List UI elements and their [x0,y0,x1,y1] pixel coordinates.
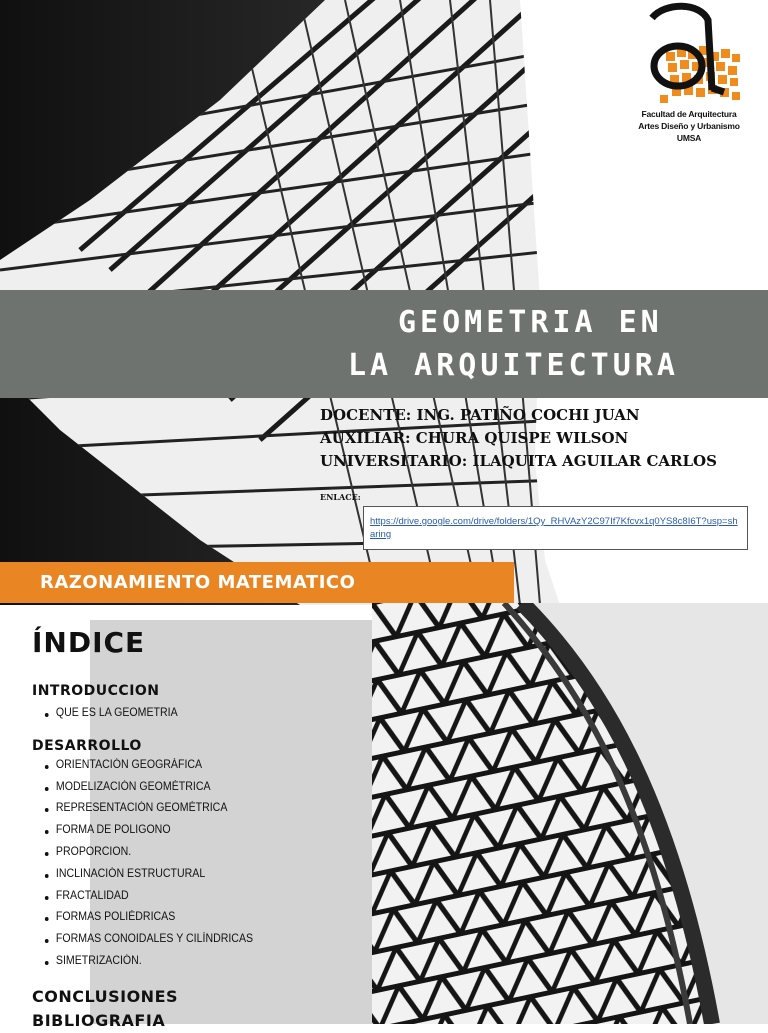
toc-section-introduccion: INTRODUCCION [32,683,160,699]
toc-item: FRACTALIDAD [32,886,345,908]
faculty-logo [630,0,748,150]
document-title-line-1: GEOMETRIA EN [398,305,663,340]
credit-universitario: UNIVERSITARIO: ILAQUITA AGUILAR CARLOS [320,452,717,470]
table-of-contents [32,626,372,1033]
toc-item: ORIENTACIÓN GEOGRÁFICA [32,755,345,777]
toc-list-introduccion [32,703,372,725]
enlace-label: ENLACE: [320,492,361,502]
toc-section-bibliografia: BIBLIOGRAFIA [32,1010,166,1030]
toc-item: QUE ES LA GEOMETRIA [32,703,345,725]
logo-text-line-2: Artes Diseño y Urbanismo [638,121,740,131]
credit-docente: DOCENTE: ING. PATIÑO COCHI JUAN [320,406,640,424]
course-band [0,562,514,603]
toc-list-desarrollo [32,755,372,973]
lattice-structure-photo [372,603,768,1024]
drive-link[interactable]: https://drive.google.com/drive/folders/1Qy_RHVAzY2C97If7Kfcvx1q0YS8c8I6T?usp=sharing [363,506,748,550]
faculty-logo-mark-icon [630,0,748,105]
logo-text-line-1: Facultad de Arquitectura [641,109,737,119]
toc-item: PROPORCION. [32,842,345,864]
logo-text-line-3: UMSA [676,133,702,143]
toc-item: SIMETRIZACIÓN. [32,951,345,973]
course-name: RAZONAMIENTO MATEMATICO [40,572,356,593]
title-band [0,290,768,398]
document-title-line-2: LA ARQUITECTURA [348,348,679,383]
toc-section-desarrollo: DESARROLLO [32,737,142,754]
credit-auxiliar: AUXILIAR: CHURA QUISPE WILSON [320,429,629,447]
toc-item: FORMAS POLIÉDRICAS [32,907,345,929]
credits-block [320,404,760,473]
toc-item: INCLINACIÓN ESTRUCTURAL [32,864,345,886]
toc-item: MODELIZACIÓN GEOMÉTRICA [32,777,345,799]
toc-title: ÍNDICE [32,626,146,659]
toc-item: FORMAS CONOIDALES Y CILÍNDRICAS [32,929,345,951]
toc-item: FORMA DE POLIGONO [32,820,345,842]
toc-section-conclusiones: CONCLUSIONES [32,986,179,1006]
toc-item: REPRESENTACIÓN GEOMÉTRICA [32,798,345,820]
